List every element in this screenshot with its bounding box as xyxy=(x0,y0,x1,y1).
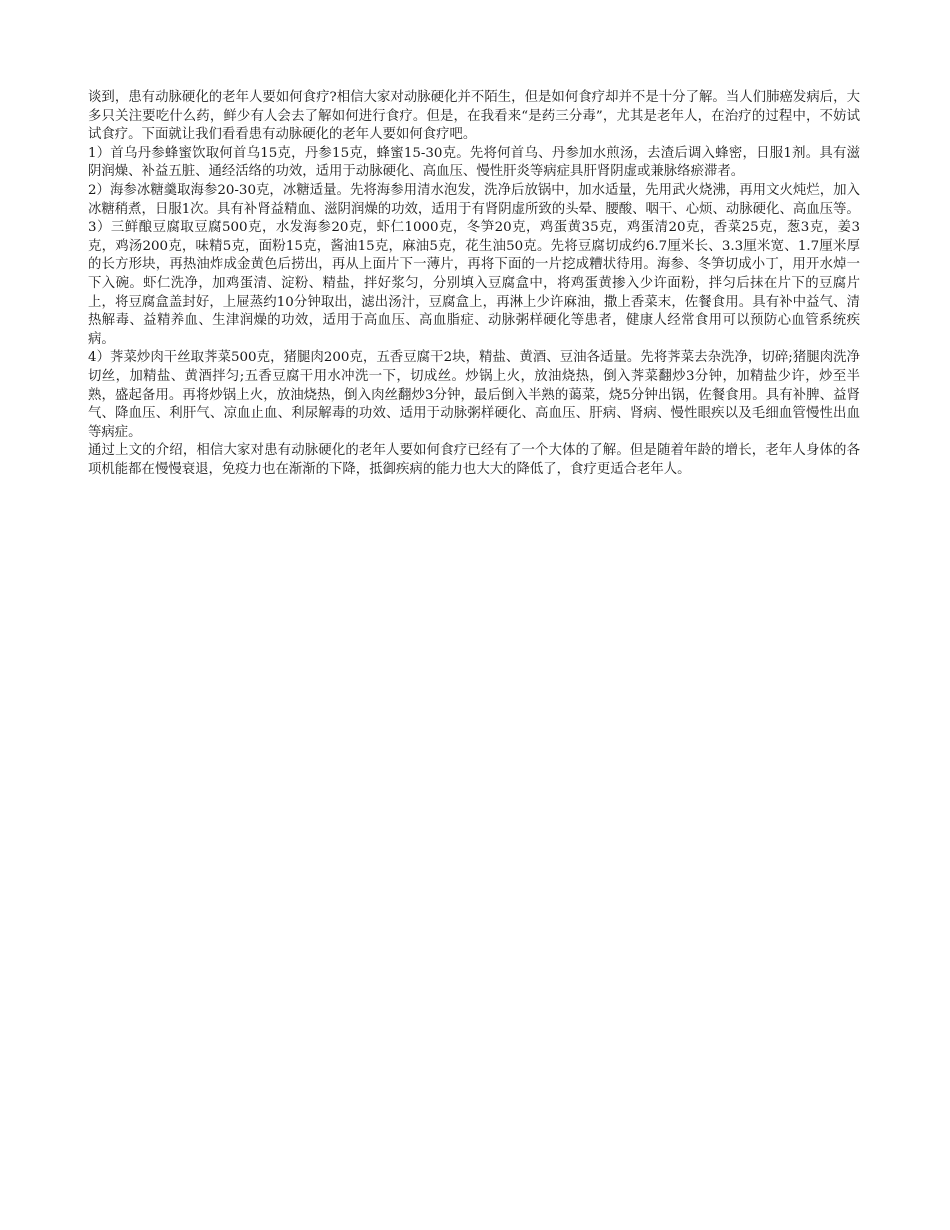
intro-paragraph: 谈到，患有动脉硬化的老年人要如何食疗?相信大家对动脉硬化并不陌生，但是如何食疗却并不是十分了解。当人们肺癌发病后，大多只关注要吃什么药，鲜少有人会去了解如何进行食疗。但是，在我看来“是药三分毒”，尤其是老年人，在治疗的过程中，不妨试试食疗。下面就让我们看看患有动脉硬化的老年人要如何食疗吧。 xyxy=(88,90,860,143)
recipe-2-paragraph: 2）海参冰糖羹取海参20-30克，冰糖适量。先将海参用清水泡发，洗净后放锅中，加水适量，先用武火烧沸，再用文火炖烂，加入冰糖稍煮，日服1次。具有补肾益精血、滋阴润燥的功效，适用于有肾阴虚所致的头晕、腰酸、咽干、心烦、动脉硬化、高血压等。 xyxy=(88,182,860,217)
recipe-3-paragraph: 3）三鲜酿豆腐取豆腐500克，水发海参20克，虾仁1000克，冬笋20克，鸡蛋黄35克，鸡蛋清20克，香菜25克，葱3克，姜3克，鸡汤200克，味精5克，面粉15克，酱油15克，麻油5克，花生油50克。先将豆腐切成约6.7厘米长、3.3厘米宽、1.7厘米厚的长方形块，再热油炸成金黄色后捞出，再从上面片下一薄片，再将下面的一片挖成糟状待用。海参、冬笋切成小丁，用开水焯一下入碗。虾仁洗净，加鸡蛋清、淀粉、精盐，拌好浆匀，分别填入豆腐盒中，将鸡蛋黄掺入少许面粉，拌匀后抹在片下的豆腐片上，将豆腐盒盖封好，上屉蒸约10分钟取出，滤出汤汁，豆腐盒上，再淋上少许麻油，撒上香菜末，佐餐食用。具有补中益气、清热解毒、益精养血、生津润燥的功效，适用于高血压、高血脂症、动脉粥样硬化等患者，健康人经常食用可以预防心血管系统疾病。 xyxy=(88,220,860,347)
recipe-4-paragraph: 4）荠菜炒肉干丝取荠菜500克，猪腿肉200克，五香豆腐干2块，精盐、黄酒、豆油各适量。先将荠菜去杂洗净，切碎;猪腿肉洗净切丝，加精盐、黄酒拌匀;五香豆腐干用水冲洗一下，切成丝。炒锅上火，放油烧热，倒入荠菜翻炒3分钟，加精盐少许，炒至半熟，盛起备用。再将炒锅上火，放油烧热，倒入肉丝翻炒3分钟，最后倒入半熟的蔼菜，烧5分钟出锅，佐餐食用。具有补脾、益肾气、降血压、利肝气、凉血止血、利尿解毒的功效、适用于动脉粥样硬化、高血压、肝病、肾病、慢性眼疾以及毛细血管慢性出血等病症。 xyxy=(88,350,860,440)
document-body xyxy=(88,89,860,479)
recipe-1-paragraph: 1）首乌丹参蜂蜜饮取何首乌15克，丹参15克，蜂蜜15-30克。先将何首乌、丹参加水煎汤，去渣后调入蜂密，日服1剂。具有滋阴润燥、补益五脏、通经活络的功效，适用于动脉硬化、高血压、慢性肝炎等病症具肝肾阴虚或兼脉络瘀滞者。 xyxy=(88,145,860,180)
conclusion-paragraph: 通过上文的介绍，相信大家对患有动脉硬化的老年人要如何食疗已经有了一个大体的了解。但是随着年龄的增长，老年人身体的各项机能都在慢慢衰退，免疫力也在渐渐的下降，抵御疾病的能力也大大的降低了，食疗更适合老年人。 xyxy=(88,443,860,477)
